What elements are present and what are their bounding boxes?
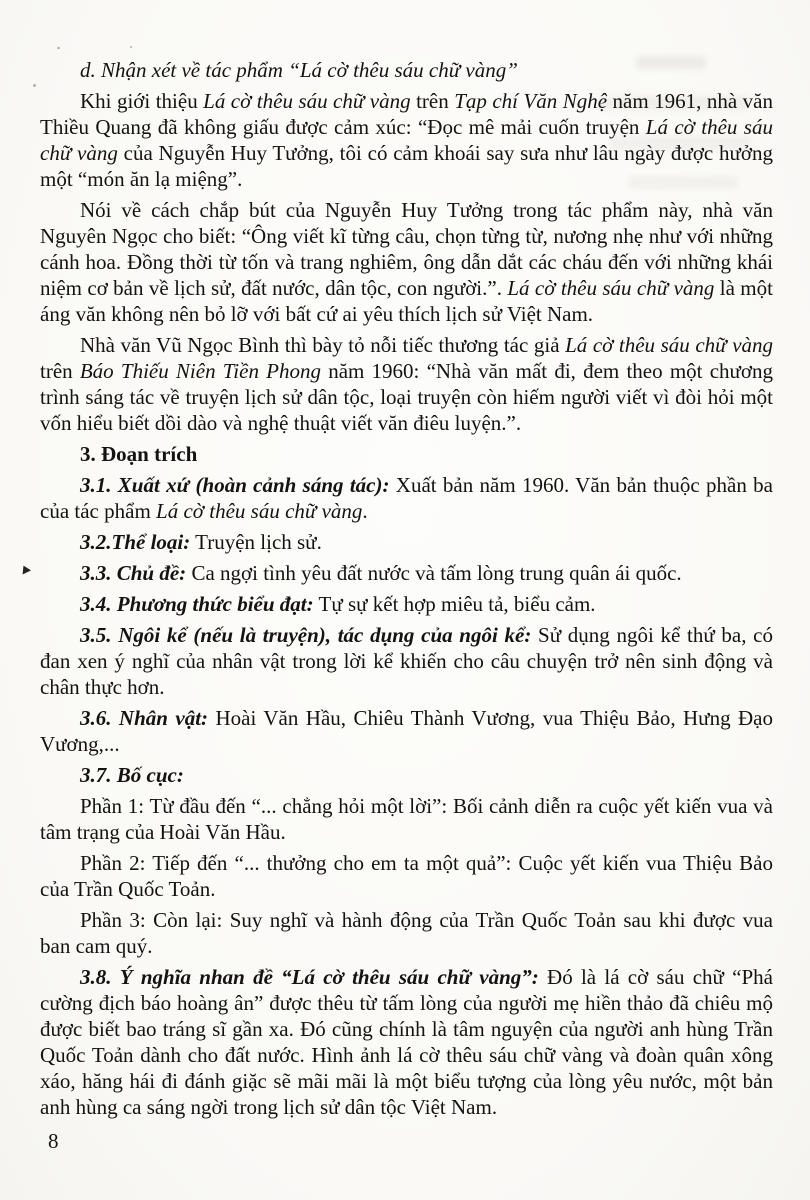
page-number: 8 (48, 1129, 59, 1153)
text-run: Ca ngợi tình yêu đất nước và tấm lòng trung quân ái quốc. (186, 561, 682, 585)
text-run: 3.1. Xuất xứ (hoàn cảnh sáng tác): (80, 473, 390, 497)
paragraph-phan-1 (40, 793, 773, 845)
text-run: 3.6. Nhân vật: (80, 706, 209, 730)
text-run: trên (410, 89, 455, 113)
text-run: Nhà văn Vũ Ngọc Bình thì bày tỏ nỗi tiếc thương tác giả (80, 333, 566, 357)
text-run: Sử dụng ngôi kể thứ ba, có đan xen ý nghĩ của nhân vật trong lời kể khiến cho câu chuyện trở nên sinh động và chân thực hơn. (40, 623, 774, 699)
text-run: 3. Đoạn trích (80, 442, 198, 466)
text-run: Phần 3: Còn lại: Suy nghĩ và hành động của Trần Quốc Toản sau khi được vua ban cam quý. (40, 908, 773, 958)
text-run: Lá cờ thêu sáu chữ (565, 333, 727, 357)
paragraph-vu-ngoc-binh (40, 332, 773, 436)
text-run: 3.7. Bố cục: (80, 763, 184, 787)
heading-d (40, 57, 773, 83)
text-run: Lá cờ thêu sáu chữ vàng (156, 499, 363, 523)
text-run: Khi giới thiệu (80, 89, 204, 113)
text-run: Hoài Văn Hầu, Chiêu Thành Vương, vua Thiệu Bảo, Hưng Đạo Vương,... (40, 706, 773, 756)
text-run: của Nguyễn Huy Tưởng, tôi có cảm khoái say sưa như lâu ngày được hưởng một “món ăn lạ miệng”. (40, 141, 773, 191)
text-run: Đó là lá cờ sáu chữ “Phá cường địch báo hoàng ân” được thêu từ tấm lòng của người mẹ hiền thảo đã chiêu mộ được biết bao tráng sĩ gần xa. Đó cũng chính là tâm nguyện của người anh hùng Trần Quốc Toản dành cho đất nước. Hình ảnh lá cờ thêu sáu chữ vàng và đoàn quân xông xáo, hăng hái đi đánh giặc sẽ mãi mãi là một biểu tượng của lòng yêu nước, một bản anh hùng ca sáng ngời trong lịch sử dân tộc Việt Nam. (40, 965, 773, 1119)
text-run: năm 1960: “Nhà văn mất đi, đem theo một chương trình sáng tác về truyện lịch sử dân tộc, loại truyện còn hiếm người viết vì đòi hỏi một vốn hiểu biết dồi dào và nghệ thuật viết văn điêu luyện.”. (40, 359, 773, 435)
text-run: Phần 2: Tiếp đến “... thưởng cho em ta một quả”: Cuộc yết kiến vua Thiệu Bảo của Trần Quốc Toản. (40, 851, 773, 901)
item-3-4-phuong-thuc-bieu-dat (40, 591, 773, 617)
text-run: Tự sự kết hợp miêu tả, biểu cảm. (313, 592, 596, 616)
paragraph-nguyen-ngoc (40, 197, 773, 327)
text-run: Nói về cách chắp bút của Nguyễn Huy Tưởng trong tác phẩm này, nhà văn Nguyên Ngọc cho biết: “Ông viết kĩ từng câu, chọn từng từ, nương nhẹ như với những cánh hoa. Đồng thời từ tốn và trang nghiêm, ông dẫn dắt các cháu đến với những khái niệm cơ bản về lịch sử, đất nước, dân tộc, con người.”. (40, 198, 773, 300)
paragraph-phan-3 (40, 907, 773, 959)
text-run: 3.8. Ý nghĩa nhan đề “Lá cờ thêu sáu chữ vàng”: (80, 965, 539, 989)
paragraph-thieu-quang (40, 88, 773, 192)
text-run: Báo Thiếu Niên Tiền Phong (79, 359, 321, 383)
text-run: 3.2.Thể loại: (80, 530, 191, 554)
text-run: . (362, 499, 368, 523)
text-run: vàng (732, 333, 774, 357)
item-3-7-bo-cuc (40, 762, 773, 788)
item-3-3-chu-de (40, 560, 773, 586)
scan-speck (33, 84, 36, 87)
text-run: 3.4. Phương thức biểu đạt: (80, 592, 314, 616)
text-run: Truyện lịch sử. (190, 530, 322, 554)
text-run: 3.3. Chủ đề: (80, 561, 187, 585)
text-run: Lá cờ thêu sáu chữ vàng (203, 89, 411, 113)
text-run: Lá cờ thêu sáu chữ vàng (40, 115, 773, 165)
paragraph-phan-2 (40, 850, 773, 902)
scan-speck (130, 46, 132, 48)
item-3-2-the-loai (40, 529, 773, 555)
page-text (40, 57, 773, 1120)
item-3-1-xuat-xu (40, 472, 773, 524)
text-run: Tạp chí Văn Nghệ (454, 89, 608, 113)
item-3-8-y-nghia-nhan-de (40, 964, 773, 1120)
text-run: 3.5. Ngôi kể (nếu là truyện), tác dụng của ngôi kể: (80, 623, 532, 647)
heading-3-doan-trich (40, 441, 773, 467)
item-3-5-ngoi-ke (40, 622, 773, 700)
text-run: d. Nhận xét về tác phẩm “Lá cờ thêu sáu chữ vàng” (80, 58, 518, 82)
text-run: Phần 1: Từ đầu đến “... chẳng hỏi một lời”: Bối cảnh diễn ra cuộc yết kiến vua và tâm trạng của Hoài Văn Hầu. (40, 794, 773, 844)
text-run: năm 1961, nhà văn Thiều Quang đã không giấu được cảm xúc: “Đọc mê mải cuốn truyện (40, 89, 773, 139)
scan-speck (57, 47, 60, 49)
text-run: Xuất bản năm 1960. Văn bản thuộc phần ba của tác phẩm (40, 473, 773, 523)
margin-tick-icon (23, 566, 32, 576)
item-3-6-nhan-vat (40, 705, 773, 757)
text-run: Lá cờ thêu sáu chữ vàng (507, 276, 715, 300)
text-run: là một áng văn không nên bỏ lỡ với bất cứ ai yêu thích lịch sử Việt Nam. (40, 276, 773, 326)
text-run: trên (40, 359, 80, 383)
